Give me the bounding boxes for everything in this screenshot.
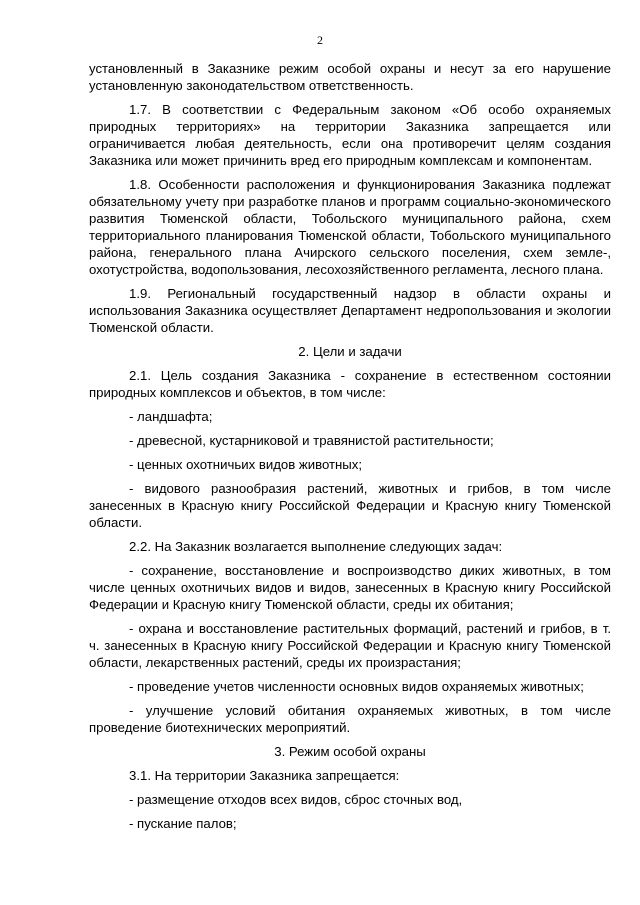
list-item: - охрана и восстановление растительных формаций, растений и грибов, в т. ч. занесенных в Красную книгу Российской Федерации и Красную книгу Тюменской области, лекарственных растений, среды их произрастания; <box>89 621 611 670</box>
paragraph: 2.2. На Заказник возлагается выполнение следующих задач: <box>129 539 503 554</box>
list-item: - видового разнообразия растений, животных и грибов, в том числе занесенных в Красную книгу Российской Федерации и Красную книгу Тюменской области. <box>89 481 611 530</box>
paragraph: установленный в Заказнике режим особой охраны и несут за его нарушение установленную законодательством ответственность. <box>89 61 611 93</box>
section-heading: 2. Цели и задачи <box>298 344 402 359</box>
list-item: - сохранение, восстановление и воспроизводство диких животных, в том числе ценных охотничьих видов и видов, занесенных в Красную книгу Российской Федерации и Красную книгу Тюменской области, среды их обитания; <box>89 563 611 612</box>
document-body <box>89 60 611 839</box>
list-item: - ценных охотничьих видов животных; <box>129 457 363 472</box>
section-heading: 3. Режим особой охраны <box>274 744 426 759</box>
list-item: - размещение отходов всех видов, сброс сточных вод, <box>129 792 463 807</box>
list-item: - проведение учетов численности основных видов охраняемых животных; <box>129 679 584 694</box>
paragraph: 3.1. На территории Заказника запрещается: <box>129 768 400 783</box>
list-item: - пускание палов; <box>129 816 237 831</box>
paragraph: 1.8. Особенности расположения и функционирования Заказника подлежат обязательному учету при разработке планов и программ социально-экономического развития Тюменской области, Тобольского муниципального района, схем территориального планирования Тюменской области, Тобольского муниципального района, генерального плана Ачирского сельского поселения, схем земле-, охотустройства, водопользования, лесохозяйственного регламента, лесного плана. <box>89 177 611 277</box>
paragraph: 2.1. Цель создания Заказника - сохранение в естественном состоянии природных комплексов и объектов, в том числе: <box>89 368 611 400</box>
page-number: 2 <box>317 33 323 47</box>
list-item: - улучшение условий обитания охраняемых животных, в том числе проведение биотехнических мероприятий. <box>89 703 611 735</box>
paragraph: 1.7. В соответствии с Федеральным законом «Об особо охраняемых природных территориях» на территории Заказника запрещается или ограничивается любая деятельность, если она противоречит целям создания Заказника или может причинить вред его природным комплексам и компонентам. <box>89 102 611 168</box>
list-item: - ландшафта; <box>129 409 213 424</box>
paragraph: 1.9. Региональный государственный надзор в области охраны и использования Заказника осуществляет Департамент недропользования и экологии Тюменской области. <box>89 286 611 335</box>
list-item: - древесной, кустарниковой и травянистой растительности; <box>129 433 494 448</box>
